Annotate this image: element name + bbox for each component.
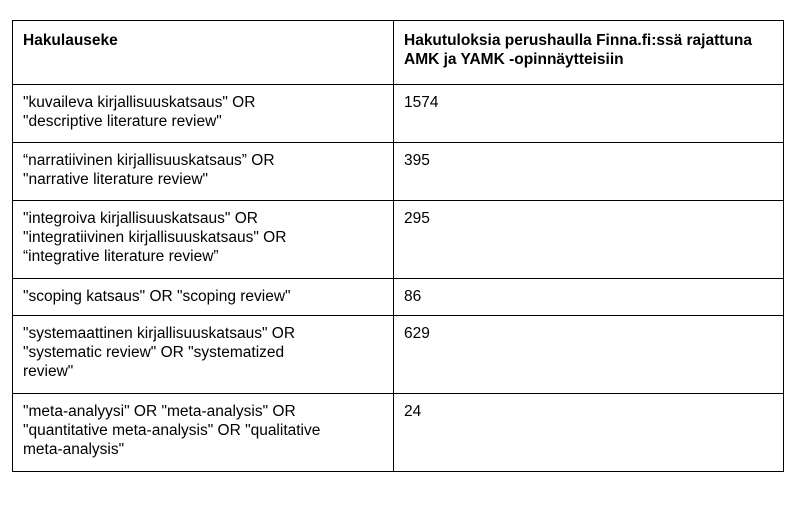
query-cell — [13, 85, 394, 143]
count-cell — [394, 279, 784, 316]
table-row — [13, 85, 784, 143]
count-cell — [394, 85, 784, 143]
count-cell — [394, 394, 784, 472]
count-text: 629 — [404, 325, 430, 342]
count-text: 295 — [404, 210, 430, 227]
query-text: “narratiivinen kirjallisuuskatsaus” OR "narrative literature review" — [23, 152, 275, 188]
header-result-count — [394, 21, 784, 85]
count-text: 395 — [404, 152, 430, 169]
table-row — [13, 316, 784, 394]
query-text: "systemaattinen kirjallisuuskatsaus" OR "systematic review" OR "systematized review" — [23, 325, 296, 380]
table-row — [13, 279, 784, 316]
table-row — [13, 201, 784, 279]
search-results-table — [12, 20, 784, 472]
count-text: 86 — [404, 288, 422, 305]
count-text: 1574 — [404, 94, 439, 111]
query-cell — [13, 201, 394, 279]
header-search-phrase-text: Hakulauseke — [23, 32, 118, 49]
query-cell — [13, 394, 394, 472]
count-cell — [394, 316, 784, 394]
query-text: "kuvaileva kirjallisuuskatsaus" OR "descriptive literature review" — [23, 94, 256, 130]
count-cell — [394, 143, 784, 201]
count-cell — [394, 201, 784, 279]
query-text: "meta-analyysi" OR "meta-analysis" OR "quantitative meta-analysis" OR "qualitative meta-analysis" — [23, 403, 321, 458]
query-text: "integroiva kirjallisuuskatsaus" OR "integratiivinen kirjallisuuskatsaus" OR “integrative literature review” — [23, 210, 287, 265]
query-text: "scoping katsaus" OR "scoping review" — [23, 288, 291, 305]
header-search-phrase — [13, 21, 394, 85]
table-header-row — [13, 21, 784, 85]
table-row — [13, 394, 784, 472]
query-cell — [13, 143, 394, 201]
header-result-count-text: Hakutuloksia perushaulla Finna.fi:ssä rajattuna AMK ja YAMK -opinnäytteisiin — [404, 32, 752, 68]
query-cell — [13, 316, 394, 394]
count-text: 24 — [404, 403, 422, 420]
table-row — [13, 143, 784, 201]
query-cell — [13, 279, 394, 316]
